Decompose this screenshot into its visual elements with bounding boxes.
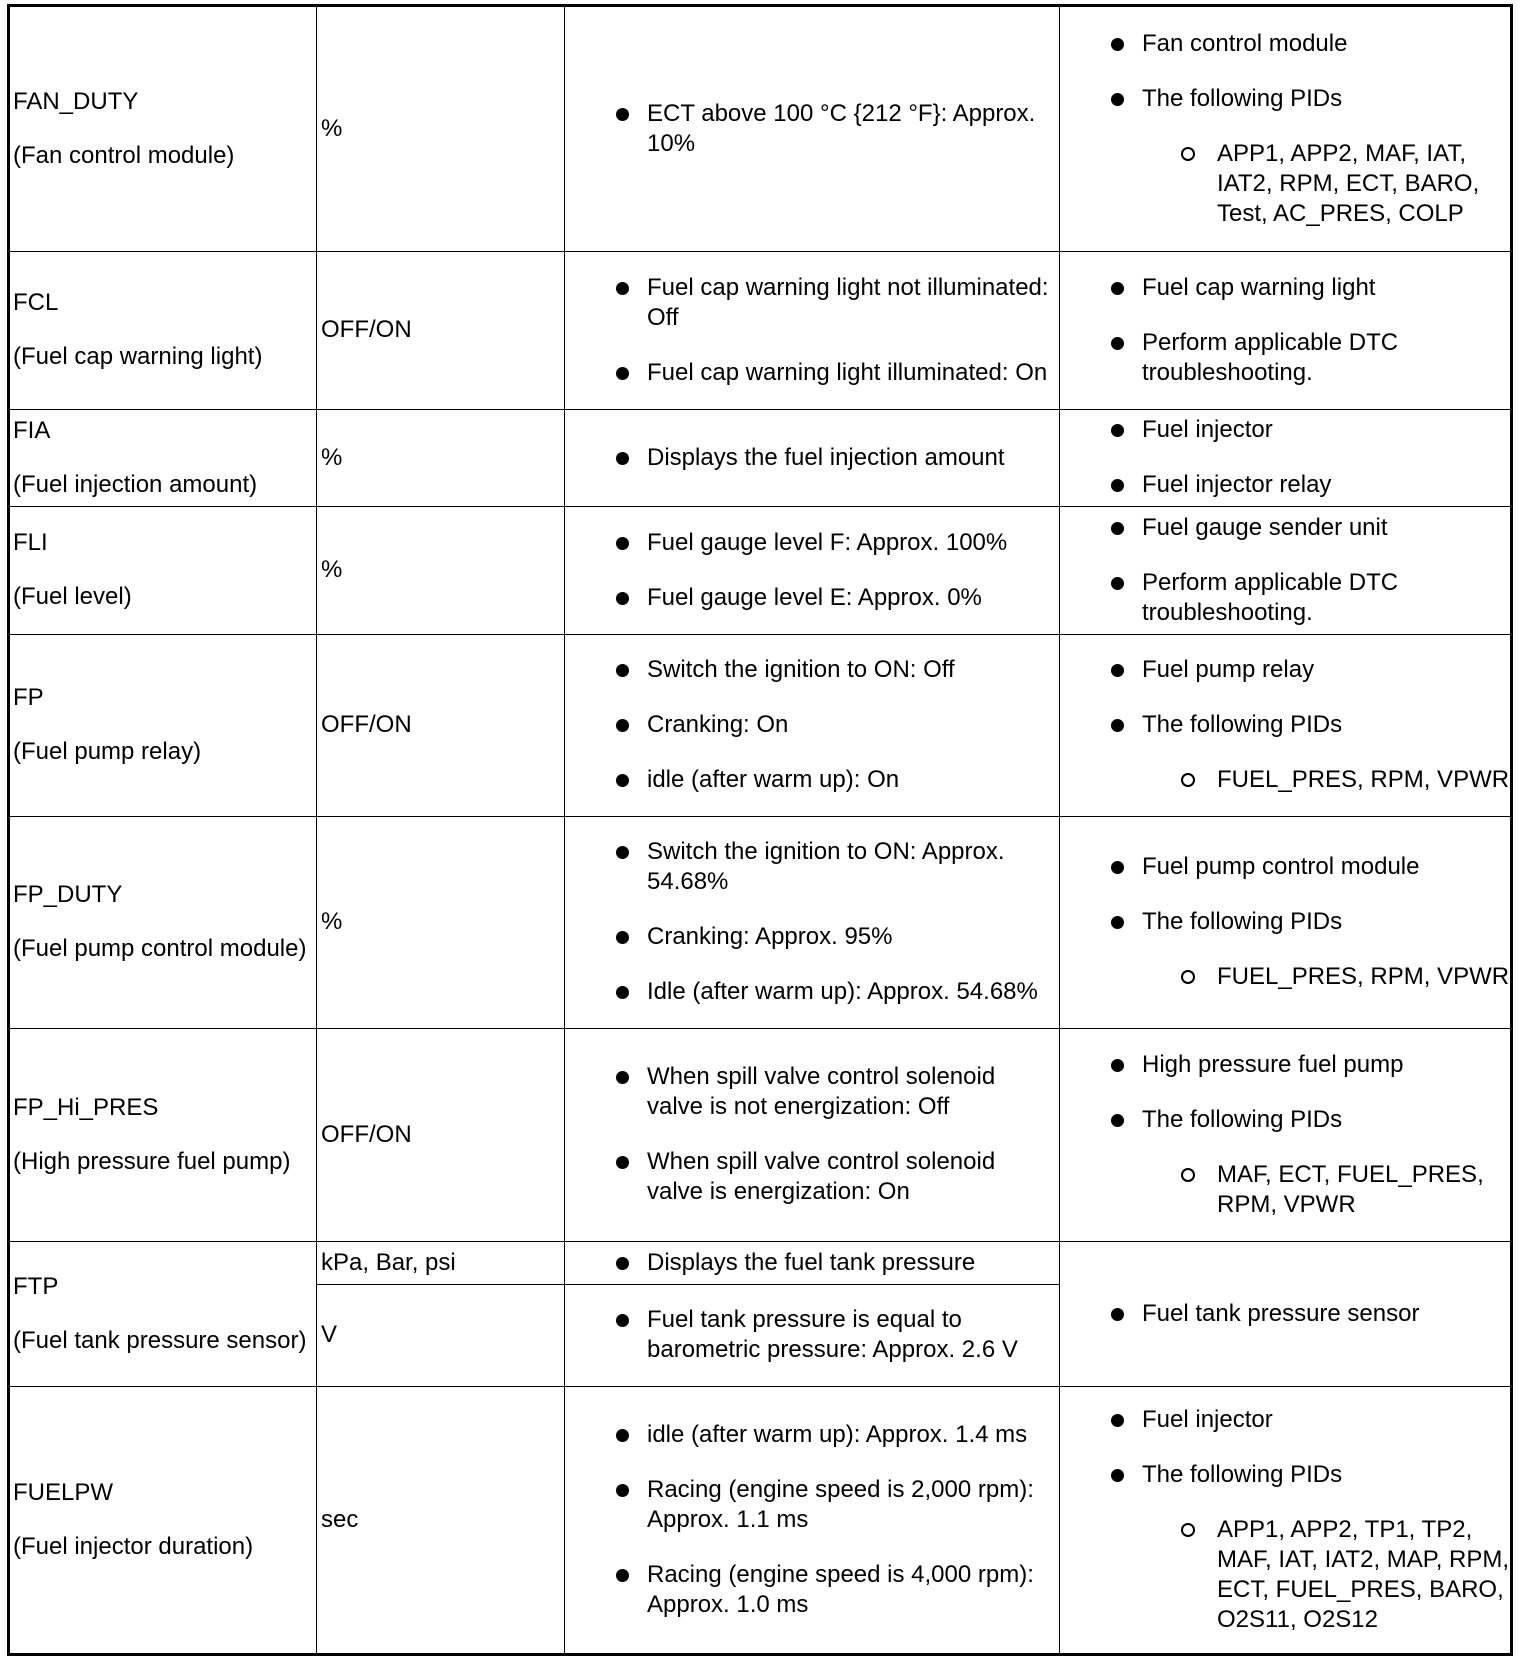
inspection-item: Perform applicable DTC troubleshooting. (1062, 568, 1510, 628)
condition-item: idle (after warm up): On (567, 765, 1055, 795)
inspection-item: The following PIDs (1062, 907, 1510, 937)
inspection-item: The following PIDs (1062, 1105, 1510, 1135)
inspection-item: Perform applicable DTC troubleshooting. (1062, 328, 1510, 388)
related-pids: APP1, APP2, MAF, IAT, IAT2, RPM, ECT, BARO, Test, AC_PRES, COLP (1062, 139, 1510, 229)
inspection-item: Fan control module (1062, 29, 1510, 59)
pid-label: FAN_DUTY (13, 88, 139, 115)
pid-description: (Fuel injection amount) (13, 470, 258, 498)
pid-cell (13, 506, 313, 634)
pid-label: FLI (13, 529, 48, 556)
condition-cell (567, 1241, 1055, 1284)
unit-label: % (321, 115, 343, 142)
condition-cell (567, 251, 1055, 409)
condition-item: Displays the fuel tank pressure (567, 1248, 1055, 1278)
pid-cell (13, 634, 313, 816)
inspection-cell (1062, 1386, 1510, 1653)
related-pids: FUEL_PRES, RPM, VPWR (1062, 962, 1510, 992)
condition-cell (567, 816, 1055, 1028)
inspection-cell (1062, 1028, 1510, 1241)
unit-label: % (321, 908, 343, 935)
unit-label: sec (321, 1505, 359, 1533)
pid-table (7, 4, 1513, 1656)
unit-cell (321, 816, 561, 1028)
inspection-item: Fuel pump control module (1062, 852, 1510, 882)
condition-cell (567, 409, 1055, 506)
inspection-item: High pressure fuel pump (1062, 1050, 1510, 1080)
unit-label: OFF/ON (321, 316, 412, 343)
unit-cell (321, 1241, 561, 1284)
pid-label: FP (13, 684, 44, 711)
condition-item: When spill valve control solenoid valve is not energization: Off (567, 1062, 1055, 1122)
condition-item: Fuel tank pressure is equal to barometric pressure: Approx. 2.6 V (567, 1305, 1055, 1365)
column-divider (1059, 7, 1060, 1653)
unit-cell (321, 251, 561, 409)
unit-cell (321, 7, 561, 251)
condition-cell (567, 506, 1055, 634)
pid-description: (High pressure fuel pump) (13, 1147, 291, 1175)
pid-cell (13, 1241, 313, 1386)
inspection-cell (1062, 251, 1510, 409)
pid-cell (13, 7, 313, 251)
unit-cell (321, 506, 561, 634)
condition-item: Racing (engine speed is 2,000 rpm): Approx. 1.1 ms (567, 1475, 1055, 1535)
inspection-cell (1062, 1241, 1510, 1386)
column-divider (564, 7, 565, 1653)
pid-description: (Fuel injector duration) (13, 1532, 254, 1560)
pid-cell (13, 816, 313, 1028)
inspection-item: Fuel injector (1062, 1405, 1510, 1435)
condition-item: Cranking: Approx. 95% (567, 922, 1055, 952)
pid-cell (13, 409, 313, 506)
unit-cell (321, 634, 561, 816)
column-divider (316, 7, 317, 1653)
pid-description: (Fuel pump control module) (13, 935, 307, 962)
inspection-item: Fuel pump relay (1062, 655, 1510, 685)
pid-description: (Fan control module) (13, 142, 235, 169)
condition-cell (567, 7, 1055, 251)
condition-item: Displays the fuel injection amount (567, 443, 1055, 473)
inspection-item: The following PIDs (1062, 84, 1510, 114)
unit-label: % (321, 556, 343, 583)
pid-cell (13, 1028, 313, 1241)
pid-label: FIA (13, 416, 51, 444)
pid-description: (Fuel level) (13, 583, 132, 610)
inspection-item: Fuel tank pressure sensor (1062, 1299, 1510, 1329)
condition-cell (567, 1284, 1055, 1386)
condition-item: Switch the ignition to ON: Off (567, 655, 1055, 685)
condition-item: idle (after warm up): Approx. 1.4 ms (567, 1420, 1055, 1450)
condition-item: Cranking: On (567, 710, 1055, 740)
pid-label: FTP (13, 1272, 59, 1300)
unit-cell (321, 1386, 561, 1653)
unit-label: OFF/ON (321, 1120, 412, 1148)
inspection-cell (1062, 7, 1510, 251)
inspection-item: Fuel injector (1062, 415, 1510, 445)
unit-label: % (321, 443, 343, 471)
unit-cell (321, 1284, 561, 1386)
condition-item: Fuel cap warning light illuminated: On (567, 358, 1055, 388)
inspection-cell (1062, 506, 1510, 634)
related-pids: APP1, APP2, TP1, TP2, MAF, IAT, IAT2, MAP, RPM, ECT, FUEL_PRES, BARO, O2S11, O2S12 (1062, 1515, 1510, 1635)
inspection-item: The following PIDs (1062, 1460, 1510, 1490)
unit-label: kPa, Bar, psi (321, 1248, 456, 1276)
inspection-cell (1062, 634, 1510, 816)
unit-cell (321, 1028, 561, 1241)
pid-cell (13, 1386, 313, 1653)
condition-item: Fuel cap warning light not illuminated: Off (567, 273, 1055, 333)
inspection-item: Fuel gauge sender unit (1062, 513, 1510, 543)
pid-label: FP_Hi_PRES (13, 1093, 159, 1121)
condition-item: Fuel gauge level E: Approx. 0% (567, 583, 1055, 613)
unit-label: V (321, 1321, 338, 1348)
pid-description: (Fuel pump relay) (13, 738, 202, 765)
pid-description: (Fuel cap warning light) (13, 343, 263, 370)
pid-label: FUELPW (13, 1478, 114, 1506)
unit-cell (321, 409, 561, 506)
pid-description: (Fuel tank pressure sensor) (13, 1326, 307, 1354)
condition-cell (567, 1028, 1055, 1241)
condition-item: When spill valve control solenoid valve is energization: On (567, 1147, 1055, 1207)
pid-label: FCL (13, 289, 59, 316)
condition-item: Fuel gauge level F: Approx. 100% (567, 528, 1055, 558)
condition-cell (567, 634, 1055, 816)
inspection-cell (1062, 409, 1510, 506)
condition-item: ECT above 100 °C {212 °F}: Approx. 10% (567, 99, 1055, 159)
unit-label: OFF/ON (321, 711, 412, 738)
pid-cell (13, 251, 313, 409)
condition-item: Idle (after warm up): Approx. 54.68% (567, 977, 1055, 1007)
inspection-item: Fuel cap warning light (1062, 273, 1510, 303)
condition-cell (567, 1386, 1055, 1653)
condition-item: Switch the ignition to ON: Approx. 54.68% (567, 837, 1055, 897)
related-pids: MAF, ECT, FUEL_PRES, RPM, VPWR (1062, 1160, 1510, 1220)
inspection-item: Fuel injector relay (1062, 470, 1510, 500)
pid-label: FP_DUTY (13, 881, 123, 908)
inspection-cell (1062, 816, 1510, 1028)
condition-item: Racing (engine speed is 4,000 rpm): Approx. 1.0 ms (567, 1560, 1055, 1620)
related-pids: FUEL_PRES, RPM, VPWR (1062, 765, 1510, 795)
inspection-item: The following PIDs (1062, 710, 1510, 740)
